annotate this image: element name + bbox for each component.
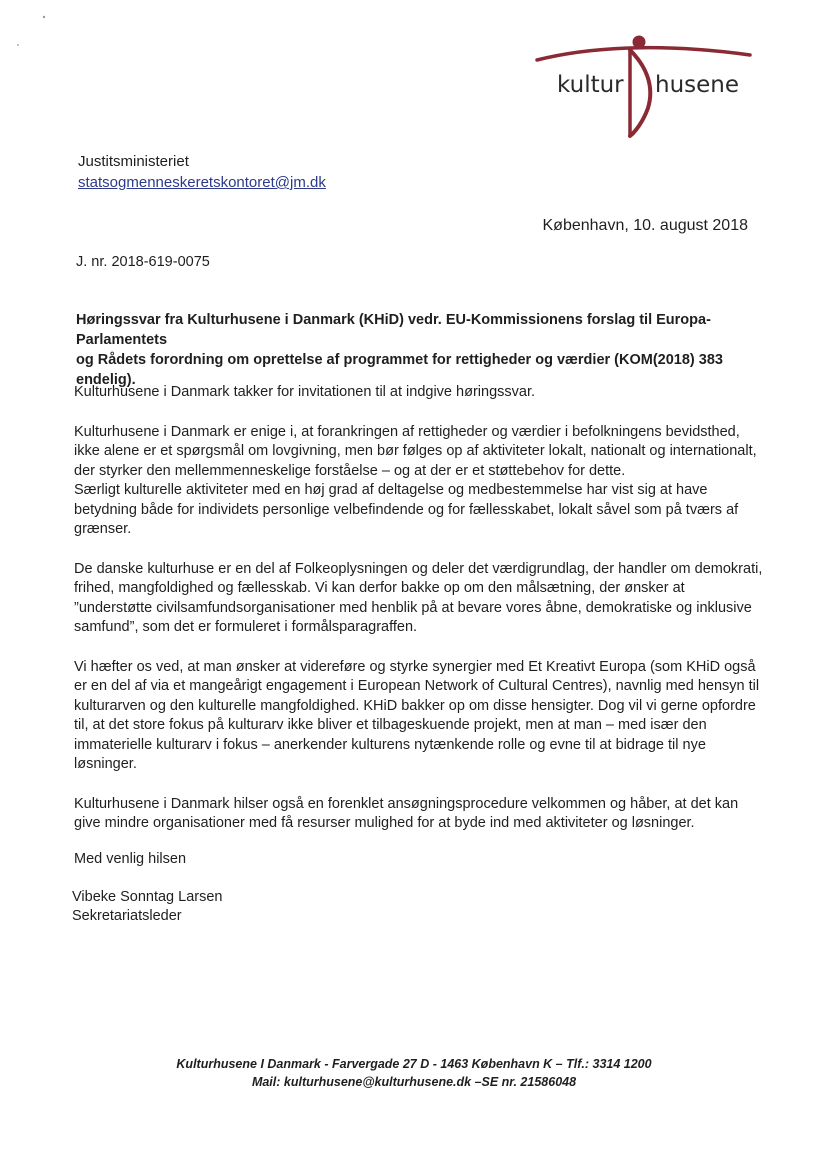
subject-heading [76, 310, 766, 390]
recipient-name: Justitsministeriet [78, 153, 189, 170]
journal-number: J. nr. 2018-619-0075 [76, 254, 210, 270]
signature-block [72, 888, 223, 926]
recipient-block [78, 151, 326, 193]
kulturhusene-logo [535, 30, 755, 142]
logo-word-left: kultur [557, 72, 624, 98]
letter-date: København, 10. august 2018 [542, 217, 748, 234]
subject-line: og Rådets forordning om oprettelse af programmet for rettigheder og værdier (KOM(2018) 383 endelig). [76, 352, 723, 388]
body-paragraph: Kulturhusene i Danmark er enige i, at forankringen af rettigheder og værdier i befolkningens bevidsthed, ikke alene er et spørgsmål om lovgivning, men bør følges op af aktiviteter lokalt, nationalt og internationalt, der styrker den mellemmenneskelige forståelse – og at der er et støttebehov for dette. [74, 423, 757, 479]
signature-name: Vibeke Sonntag Larsen [72, 889, 223, 905]
body-paragraph: Kulturhusene i Danmark hilser også en forenklet ansøgningsprocedure velkommen og håber, at det kan give mindre organisationer med få resurser mulighed for at byde ind med aktiviteter og løsninger. [74, 795, 739, 831]
body-paragraph: Særligt kulturelle aktiviteter med en høj grad af deltagelse og medbestemmelse har vist sig at have betydning både for individets personlige velbefindende og for fællesskabet, lokalt såvel som på tværs af grænser. [74, 482, 739, 537]
letter-footer [0, 1055, 828, 1091]
footer-contact: Mail: kulturhusene@kulturhusene.dk –SE nr. 21586048 [251, 1075, 577, 1089]
recipient-email-link[interactable]: statsogmenneskeretskontoret@jm.dk [78, 174, 326, 191]
logo-word-right: husene [655, 72, 740, 98]
signature-title: Sekretariatsleder [72, 908, 182, 924]
body-paragraph: Kulturhusene i Danmark takker for invitationen til at indgive høringssvar. [74, 384, 535, 400]
footer-address: Kulturhusene I Danmark - Farvergade 27 D - 1463 København K – Tlf.: 3314 1200 [176, 1057, 652, 1071]
body-paragraph: De danske kulturhuse er en del af Folkeoplysningen og deler det værdigrundlag, der handler om demokrati, frihed, mangfoldighed og fællesskab. Vi kan derfor bakke op om den målsætning, der ønsker at ”understøtte civilsamfundsorganisationer med henblik på at bevare vores åbne, demokratiske og inklusive samfund”, som det er formuleret i formålsparagraffen. [74, 560, 763, 635]
body-paragraph: Vi hæfter os ved, at man ønsker at videreføre og styrke synergier med Et Kreativt Europa (som KHiD også er en del af via et mangeårigt engagement i European Network of Cultural Centres), navnlig med hensyn til kulturarven og den kulturelle mangfoldighed. KHiD bakker op om disse hensigter. Dog vil vi gerne opfordre til, at det store fokus på kulturarv ikke bliver et tilbageskuende projekt, men at man – med især den immaterielle kulturarv i fokus – anerkender kulturens nytænkende rolle og evne til at bidrage til nye løsninger. [74, 658, 760, 772]
letter-body [74, 383, 764, 854]
closing-salutation: Med venlig hilsen [74, 851, 187, 867]
subject-line: Høringssvar fra Kulturhusene i Danmark (KHiD) vedr. EU-Kommissionens forslag til Europa-Parlamentets [76, 312, 711, 348]
